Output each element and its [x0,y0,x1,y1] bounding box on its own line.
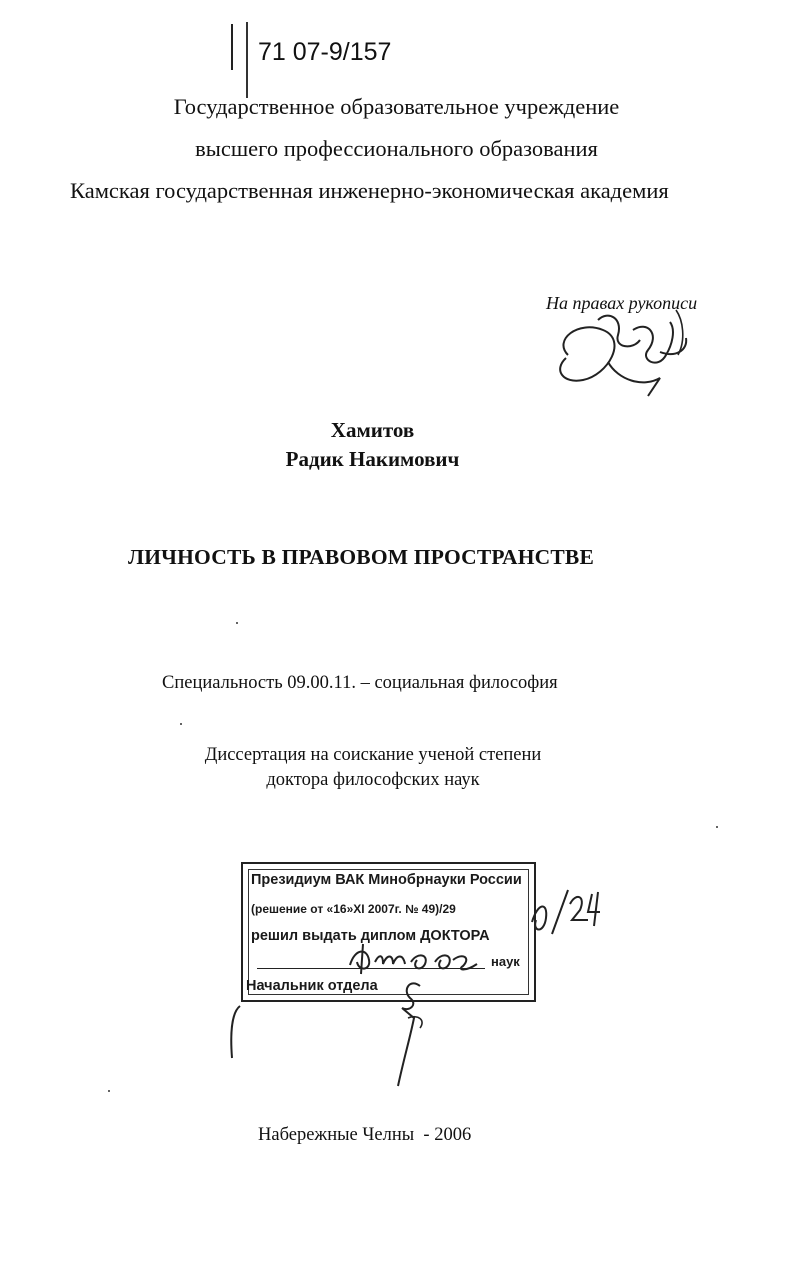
dissertation-title: ЛИЧНОСТЬ В ПРАВОВОМ ПРОСТРАНСТВЕ [128,545,594,569]
rights-note: На правах рукописи [546,293,698,313]
archive-number: 71 07-9/157 [258,38,392,66]
speck [108,1090,110,1092]
margin-bracket-image [226,1002,246,1062]
speck [236,622,238,624]
stamp-field-label: наук [491,954,520,969]
signature-image [548,300,708,400]
margin-line [246,22,248,98]
specialty: Специальность 09.00.11. – социальная философия [162,673,558,693]
institution-line-2: высшего профессионального образования [195,136,598,161]
stamp-signature-image [380,978,440,1088]
stamp-line-5: Начальник отдела [246,978,378,994]
city-year: Набережные Челны - 2006 [258,1125,472,1145]
speck [180,723,182,725]
stamp-line-2: (решение от «16»XI 2007г. № 49)/29 [251,902,456,916]
speck [716,826,718,828]
dissertation-degree-line-2: доктора философских наук [266,770,480,790]
institution-line-1: Государственное образовательное учреждение [173,94,620,119]
dissertation-degree-line-1: Диссертация на соискание ученой степени [204,745,542,765]
margin-line [231,24,233,70]
author-surname: Хамитов [330,418,415,442]
institution-line-3: Камская государственная инженерно-экономическая академия [70,178,669,203]
handwritten-field-image [345,940,485,976]
author-given-names: Радик Накимович [285,447,460,471]
stamp-line-3: решил выдать диплом ДОКТОРА [251,928,490,944]
handwritten-number-image [528,882,608,944]
stamp-line-1: Президиум ВАК Минобрнауки России [251,872,522,888]
